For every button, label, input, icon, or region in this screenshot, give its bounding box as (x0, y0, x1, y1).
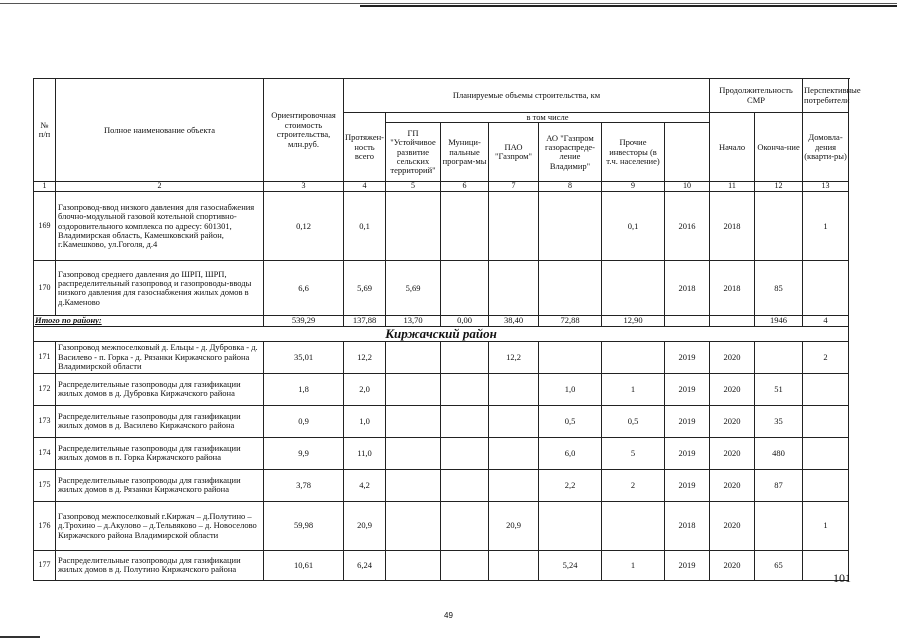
row-boilers (803, 405, 849, 437)
total-row (34, 316, 849, 326)
row-other (602, 501, 665, 550)
page-number: 49 (444, 611, 453, 620)
total-label: Итого по району: (34, 316, 264, 326)
row-municipal (441, 341, 489, 373)
row-other: 1 (602, 550, 665, 580)
row-households (755, 501, 803, 550)
top-border-lines (0, 0, 897, 8)
row-gp (386, 341, 441, 373)
total-municipal: 0,00 (441, 316, 489, 326)
header-other: Прочие инвесторы (в т.ч. население) (602, 123, 665, 182)
total-boilers: 4 (803, 316, 849, 326)
row-households: 87 (755, 469, 803, 501)
header-gp: ГП "Устойчивое развитие сельских территорий" (386, 123, 441, 182)
row-length: 6,24 (344, 550, 386, 580)
row-municipal (441, 501, 489, 550)
row-pao: 12,2 (489, 341, 539, 373)
colnum: 12 (755, 182, 803, 192)
row-end: 2020 (710, 469, 755, 501)
row-boilers: 1 (803, 192, 849, 261)
row-name: Газопровод среднего давления до ШРП, ШРП, распределительный газопровод и газопроводы-вводы низкого давления для газоснабжения жилых домов в д.Каменово (56, 261, 264, 316)
row-gp (386, 501, 441, 550)
row-other: 2 (602, 469, 665, 501)
row-end: 2020 (710, 341, 755, 373)
row-cost: 59,98 (264, 501, 344, 550)
header-cost: Ориентировочная стоимость строительства, млн.руб. (264, 79, 344, 182)
district-title: Киржачский район (34, 326, 849, 341)
row-other: 1 (602, 373, 665, 405)
table-row (34, 261, 849, 316)
colnum: 4 (344, 182, 386, 192)
row-no: 176 (34, 501, 56, 550)
table-row (34, 437, 849, 469)
row-end: 2020 (710, 550, 755, 580)
row-pao (489, 373, 539, 405)
row-households: 35 (755, 405, 803, 437)
row-no: 175 (34, 469, 56, 501)
row-start: 2018 (665, 501, 710, 550)
row-cost: 0,12 (264, 192, 344, 261)
header-total-length: Протяжен-ность всего (344, 113, 386, 182)
header-row-1 (34, 79, 849, 113)
colnum: 10 (665, 182, 710, 192)
row-ao (539, 501, 602, 550)
total-start (665, 316, 710, 326)
row-name: Распределительные газопроводы для газификации жилых домов в д. Рязанки Киржачского района (56, 469, 264, 501)
table-row (34, 550, 849, 580)
table-row (34, 405, 849, 437)
colnum: 9 (602, 182, 665, 192)
row-length: 20,9 (344, 501, 386, 550)
header-duration: Продолжительность СМР (710, 79, 803, 113)
row-municipal (441, 192, 489, 261)
row-start: 2019 (665, 437, 710, 469)
row-households: 480 (755, 437, 803, 469)
total-gp: 13,70 (386, 316, 441, 326)
colnum: 6 (441, 182, 489, 192)
header-start: Начало (710, 113, 755, 182)
header-planned: Планируемые объемы строительства, км (344, 79, 710, 113)
row-gp (386, 469, 441, 501)
row-no: 170 (34, 261, 56, 316)
row-ao: 6,0 (539, 437, 602, 469)
header-no: № п/п (34, 79, 56, 182)
table-row (34, 373, 849, 405)
row-length: 11,0 (344, 437, 386, 469)
row-households: 51 (755, 373, 803, 405)
column-number-row (34, 182, 849, 192)
row-cost: 9,9 (264, 437, 344, 469)
table-row (34, 192, 849, 261)
row-households: 65 (755, 550, 803, 580)
row-cost: 35,01 (264, 341, 344, 373)
bottom-edge-mark (0, 636, 40, 638)
row-length: 12,2 (344, 341, 386, 373)
row-start: 2019 (665, 405, 710, 437)
row-name: Газопровод межпоселковый д. Ельцы - д. Дубровка - д. Василево - п. Горка - д. Рязанки Киржачского района Владимирской области (56, 341, 264, 373)
construction-table (33, 78, 861, 581)
row-ao: 0,5 (539, 405, 602, 437)
header-name: Полное наименование объекта (56, 79, 264, 182)
row-boilers: 1 (803, 501, 849, 550)
colnum: 11 (710, 182, 755, 192)
row-ao: 5,24 (539, 550, 602, 580)
row-length: 4,2 (344, 469, 386, 501)
colnum: 8 (539, 182, 602, 192)
row-other (602, 261, 665, 316)
row-ao (539, 261, 602, 316)
row-households (755, 341, 803, 373)
header-consumers: Перспективные потребители (803, 79, 849, 113)
row-municipal (441, 261, 489, 316)
row-cost: 0,9 (264, 405, 344, 437)
row-start: 2019 (665, 373, 710, 405)
total-length: 137,88 (344, 316, 386, 326)
row-ao: 2,2 (539, 469, 602, 501)
row-other: 5 (602, 437, 665, 469)
row-ao: 1,0 (539, 373, 602, 405)
row-no: 169 (34, 192, 56, 261)
row-no: 172 (34, 373, 56, 405)
row-length: 2,0 (344, 373, 386, 405)
row-municipal (441, 405, 489, 437)
row-start: 2019 (665, 550, 710, 580)
row-cost: 1,8 (264, 373, 344, 405)
row-no: 174 (34, 437, 56, 469)
row-municipal (441, 469, 489, 501)
row-other: 0,5 (602, 405, 665, 437)
row-other (602, 341, 665, 373)
total-cost: 539,29 (264, 316, 344, 326)
row-pao (489, 261, 539, 316)
row-gp (386, 373, 441, 405)
row-no: 171 (34, 341, 56, 373)
table-row (34, 469, 849, 501)
row-boilers (803, 437, 849, 469)
total-households: 1946 (755, 316, 803, 326)
colnum: 1 (34, 182, 56, 192)
row-gp (386, 550, 441, 580)
row-boilers: 2 (803, 341, 849, 373)
row-length: 0,1 (344, 192, 386, 261)
row-pao (489, 550, 539, 580)
row-end: 2018 (710, 261, 755, 316)
row-pao (489, 405, 539, 437)
row-gp (386, 437, 441, 469)
row-no: 177 (34, 550, 56, 580)
colnum: 5 (386, 182, 441, 192)
header-end: Оконча-ние (755, 113, 803, 182)
row-name: Распределительные газопроводы для газификации жилых домов в д. Полутино Киржачского района (56, 550, 264, 580)
row-ao (539, 341, 602, 373)
row-end: 2020 (710, 437, 755, 469)
table-row (34, 501, 849, 550)
row-end: 2020 (710, 405, 755, 437)
row-gp (386, 192, 441, 261)
row-municipal (441, 550, 489, 580)
total-ao: 72,88 (539, 316, 602, 326)
row-start: 2019 (665, 341, 710, 373)
total-pao: 38,40 (489, 316, 539, 326)
row-start: 2016 (665, 192, 710, 261)
header-municipal: Муници-пальные програм-мы (441, 123, 489, 182)
row-boilers (803, 373, 849, 405)
row-start: 2018 (665, 261, 710, 316)
row-end: 2020 (710, 501, 755, 550)
row-cost: 6,6 (264, 261, 344, 316)
row-boilers (803, 469, 849, 501)
header-pao: ПАО "Газпром" (489, 123, 539, 182)
row-length: 5,69 (344, 261, 386, 316)
district-row (34, 326, 849, 341)
row-end: 2020 (710, 373, 755, 405)
row-name: Распределительные газопроводы для газификации жилых домов в п. Горка Киржачского района (56, 437, 264, 469)
row-name: Газопровод межпоселковый г.Киржач – д.Полутино – д.Трохино – д.Акулово – д.Тельвяково – д. Новоселово Киржачского района Владимирской области (56, 501, 264, 550)
total-end (710, 316, 755, 326)
header-households: Домовла-дения (кварти-ры) (803, 113, 849, 182)
row-pao: 20,9 (489, 501, 539, 550)
row-gp (386, 405, 441, 437)
row-households (755, 192, 803, 261)
total-other: 12,90 (602, 316, 665, 326)
row-other: 0,1 (602, 192, 665, 261)
colnum: 2 (56, 182, 264, 192)
row-start: 2019 (665, 469, 710, 501)
colnum: 13 (803, 182, 849, 192)
row-name: Распределительные газопроводы для газификации жилых домов в д. Василево Киржачского района (56, 405, 264, 437)
table-row (34, 341, 849, 373)
row-length: 1,0 (344, 405, 386, 437)
row-boilers (803, 261, 849, 316)
header-including: в том числе (386, 113, 710, 123)
colnum: 3 (264, 182, 344, 192)
row-households: 85 (755, 261, 803, 316)
row-end: 2018 (710, 192, 755, 261)
row-name: Распределительные газопроводы для газификации жилых домов в д. Дубровка Киржачского района (56, 373, 264, 405)
row-pao (489, 469, 539, 501)
row-pao (489, 192, 539, 261)
row-cost: 3,78 (264, 469, 344, 501)
row-municipal (441, 373, 489, 405)
row-name: Газопровод-ввод низкого давления для газоснабжения блочно-модульной газовой котельной спортивно-оздоровительного комплекса по адресу: 601301, Владимирская область, Камешковский район, г.Камешково, ул.Гоголя, д.4 (56, 192, 264, 261)
row-no: 173 (34, 405, 56, 437)
row-ao (539, 192, 602, 261)
row-cost: 10,61 (264, 550, 344, 580)
row-pao (489, 437, 539, 469)
header-ao: АО "Газпром газораспреде-ление Владимир" (539, 123, 602, 182)
row-gp: 5,69 (386, 261, 441, 316)
page-stamp-number: 101 (833, 571, 851, 585)
colnum: 7 (489, 182, 539, 192)
row-municipal (441, 437, 489, 469)
